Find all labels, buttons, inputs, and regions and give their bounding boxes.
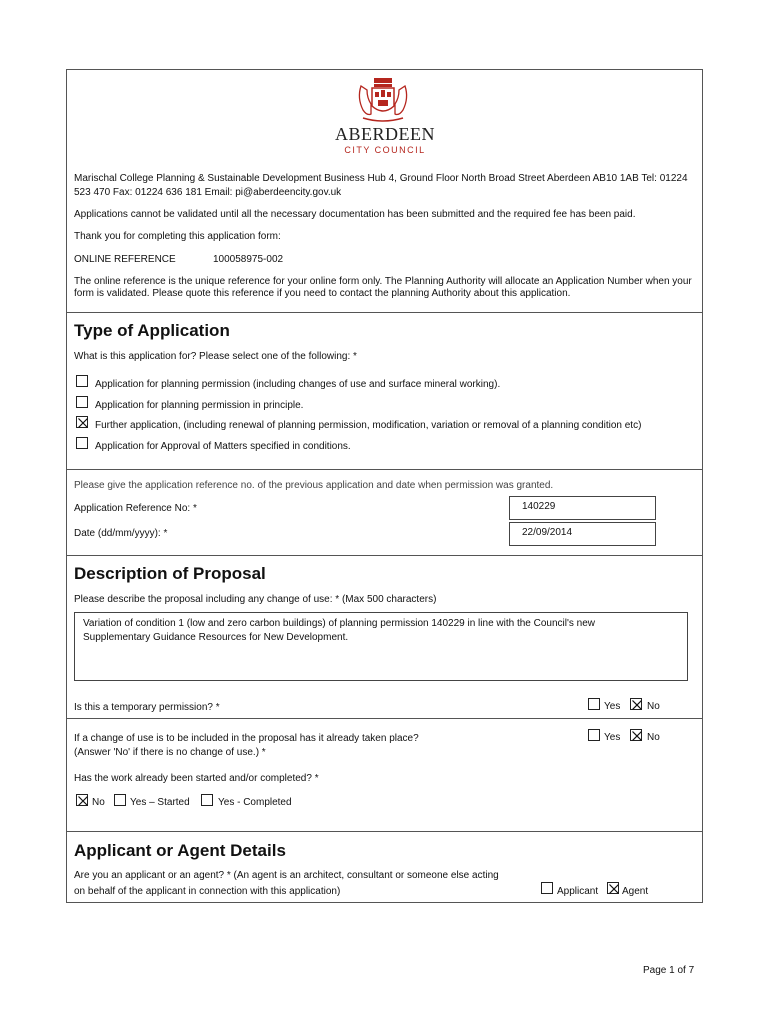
type-question: What is this application for? Please select one of the following: * [74, 351, 357, 362]
change-of-use-yes-label: Yes [604, 732, 621, 743]
work-no-checkbox[interactable] [76, 794, 88, 806]
temporary-no-checkbox[interactable] [630, 698, 642, 710]
type-option-3-checkbox[interactable] [76, 416, 88, 428]
reference-explanation: The online reference is the unique reference for your online form only. The Planning Authority will allocate an Application Number when your form is validated. Please quote this reference if you need to contact the planning Authority about this application. [74, 276, 692, 299]
online-reference-label: ONLINE REFERENCE [74, 254, 176, 265]
description-textarea[interactable] [74, 612, 688, 681]
agent-label: Agent [622, 886, 649, 897]
type-option-1-label: Application for planning permission (including changes of use and surface mineral working). [95, 379, 501, 390]
online-reference-value: 100058975-002 [213, 254, 284, 265]
previous-app-prompt: Please give the application reference no. of the previous application and date when permission was granted. [74, 480, 554, 491]
application-ref-field[interactable] [509, 496, 656, 520]
checked-icon [77, 795, 89, 807]
divider [66, 831, 703, 832]
applicant-question-cont: on behalf of the applicant in connection with this application) [74, 886, 341, 897]
work-started-question: Has the work already been started and/or completed? * [74, 773, 319, 784]
work-no-label: No [92, 797, 105, 808]
work-completed-label: Yes - Completed [218, 797, 292, 808]
work-started-label: Yes – Started [130, 797, 190, 808]
council-crest [355, 76, 411, 126]
description-prompt: Please describe the proposal including any change of use: * (Max 500 characters) [74, 594, 437, 605]
page-number: Page 1 of 7 [643, 965, 695, 976]
logo-subname: CITY COUNCIL [344, 145, 426, 155]
checked-icon [77, 417, 89, 429]
change-of-use-question: If a change of use is to be included in the proposal has it already taken place? [74, 733, 419, 744]
checked-icon [631, 730, 643, 742]
checked-icon [631, 699, 643, 711]
applicant-checkbox[interactable] [541, 882, 553, 894]
temporary-yes-label: Yes [604, 701, 621, 712]
temporary-question: Is this a temporary permission? * [74, 702, 220, 713]
type-option-2-checkbox[interactable] [76, 396, 88, 408]
type-option-4-label: Application for Approval of Matters specified in conditions. [95, 441, 351, 452]
application-ref-label: Application Reference No: * [74, 503, 197, 514]
type-option-1-checkbox[interactable] [76, 375, 88, 387]
agent-checkbox[interactable] [607, 882, 619, 894]
divider [66, 469, 703, 470]
council-address: Marischal College Planning & Sustainable Development Business Hub 4, Ground Floor North Broad Street Aberdeen AB10 1AB Tel: 01224 523 470 Fax: 01224 636 181 Email: pi@aberdeencity.gov.uk [74, 173, 688, 198]
type-option-2-label: Application for planning permission in principle. [95, 400, 304, 411]
date-value: 22/09/2014 [522, 527, 573, 538]
application-ref-value: 140229 [522, 501, 556, 512]
temporary-yes-checkbox[interactable] [588, 698, 600, 710]
checked-icon [608, 883, 620, 895]
divider [66, 555, 703, 556]
applicant-question: Are you an applicant or an agent? * (An agent is an architect, consultant or someone else acting [74, 870, 499, 881]
applicant-label: Applicant [557, 886, 599, 897]
thanks-text: Thank you for completing this application form: [74, 231, 281, 242]
description-text: Variation of condition 1 (low and zero carbon buildings) of planning permission 140229 in line with the Council's new Supplementary Guidance Resources for New Development. [83, 618, 596, 643]
temporary-no-label: No [647, 701, 660, 712]
type-option-3-label: Further application, (including renewal of planning permission, modification, variation or removal of a planning condition etc) [95, 420, 642, 431]
type-option-4-checkbox[interactable] [76, 437, 88, 449]
work-completed-checkbox[interactable] [201, 794, 213, 806]
work-started-checkbox[interactable] [114, 794, 126, 806]
section-title-applicant: Applicant or Agent Details [74, 841, 286, 860]
section-title-description: Description of Proposal [74, 564, 266, 583]
section-title-type: Type of Application [74, 321, 230, 340]
validation-note: Applications cannot be validated until all the necessary documentation has been submitted and the required fee has been paid. [74, 209, 636, 220]
change-of-use-no-checkbox[interactable] [630, 729, 642, 741]
date-field[interactable] [509, 522, 656, 546]
divider [66, 312, 703, 313]
logo-name: ABERDEEN [335, 124, 435, 144]
change-of-use-no-label: No [647, 732, 660, 743]
change-of-use-note: (Answer 'No' if there is no change of use.) * [74, 747, 266, 758]
divider [66, 718, 703, 719]
date-label: Date (dd/mm/yyyy): * [74, 528, 168, 539]
change-of-use-yes-checkbox[interactable] [588, 729, 600, 741]
